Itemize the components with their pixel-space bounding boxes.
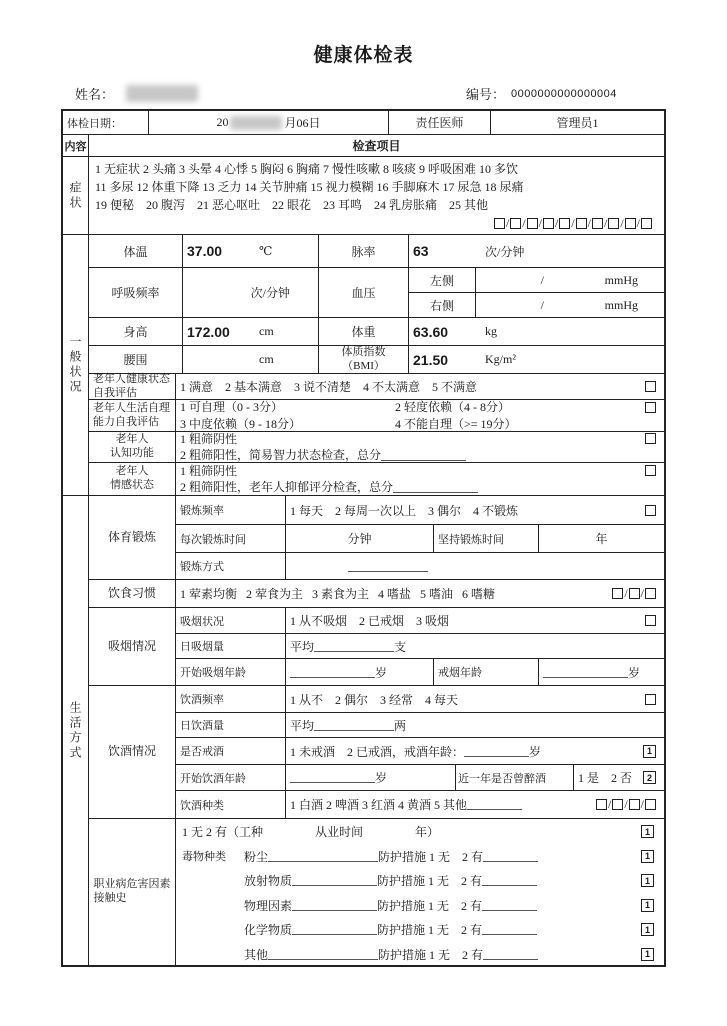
elderly-cognition-checkbox[interactable] [645, 433, 656, 444]
smoking-amount-row [176, 634, 664, 659]
bmi-label: 体质指数 （BMI） [319, 346, 409, 373]
emotion-score-field[interactable] [393, 482, 478, 493]
symptoms-line2: 11 多尿 12 体重下降 13 乏力 14 关节肿痛 15 视力模糊 16 手脚麻木 17 尿急 18 尿痛 [95, 180, 524, 194]
elderly-emotion-checkbox[interactable] [645, 465, 656, 476]
smoking-status-label: 吸烟状况 [176, 608, 286, 633]
smoking-quit-value: 岁 [539, 659, 664, 685]
drinking-age-row [176, 765, 664, 791]
bmi-value: 21.50 [413, 351, 449, 368]
drinking-quit-row [176, 738, 664, 765]
bp-left-value-cell[interactable] [476, 268, 664, 292]
code-value: 0000000000000004 [511, 87, 617, 100]
doctor-value: 管理员1 [556, 116, 599, 130]
occupational-row-dust: 毒物种类 粉尘 防护措施 1 无 2 有 1 [182, 848, 658, 865]
respiration-value-cell[interactable] [183, 268, 319, 317]
smoking-status-row [176, 608, 664, 634]
elderly-cognition-options: 1 粗筛阴性 2 粗筛阳性，简易智力状态检查，总分 [176, 432, 664, 462]
height-weight-row [89, 318, 664, 346]
pulse-value: 63 [413, 243, 429, 259]
occupational-content [176, 819, 664, 965]
exam-date-row [63, 111, 664, 135]
exercise-freq-label: 锻炼频率 [176, 496, 286, 524]
pulse-label: 脉率 [319, 235, 409, 267]
drinking-type-label: 饮酒种类 [176, 791, 286, 818]
height-value-cell[interactable] [183, 318, 319, 345]
slash-separator: / [587, 216, 591, 230]
smoking-age-row [176, 659, 664, 685]
smoking-quit-field[interactable] [543, 667, 628, 678]
diet-row [176, 580, 664, 607]
elderly-health-self-label: 老年人健康状态 自我评估 [89, 374, 176, 399]
name-value-redacted [126, 85, 198, 102]
occupational-header-checkbox[interactable]: 1 [641, 825, 654, 838]
drinking-quit-age-field[interactable] [464, 746, 529, 757]
checkbox[interactable] [596, 799, 607, 810]
items-header: 检查项目 [352, 139, 401, 153]
toxin-chemical-field[interactable] [292, 924, 377, 935]
smoking-group-label: 吸烟情况 [89, 608, 176, 685]
elderly-health-self-row [89, 374, 664, 400]
height-label: 身高 [89, 318, 183, 345]
elderly-emotion-label: 老年人 情感状态 [89, 463, 176, 495]
bp-left-label: 左侧 [409, 268, 476, 292]
weight-value-cell[interactable] [409, 318, 664, 345]
symptoms-checkbox-group [95, 214, 658, 232]
cognition-score-field[interactable] [381, 450, 466, 461]
checkbox[interactable] [576, 218, 587, 229]
bp-values [409, 268, 664, 317]
respiration-unit: 次/分钟 [250, 286, 290, 300]
bp-left-row [409, 268, 664, 293]
bp-right-value-cell[interactable] [476, 293, 664, 317]
code-label: 编号： [466, 87, 506, 102]
diet-label: 饮食习惯 [89, 580, 176, 607]
exam-table [61, 109, 666, 967]
protect-physical-field[interactable] [482, 900, 537, 911]
slash-separator: / [571, 216, 575, 230]
bp-left-unit: mmHg [604, 272, 638, 287]
respiration-label: 呼吸频率 [89, 268, 183, 317]
drinking-type-options: 1 白酒 2 啤酒 3 红酒 4 黄酒 5 其他 / / / [286, 791, 664, 818]
checkbox[interactable] [612, 588, 623, 599]
checkbox[interactable] [592, 218, 603, 229]
chemical-checkbox[interactable]: 1 [641, 923, 654, 936]
content-header: 内容 [63, 135, 89, 156]
occupational-row-physical: 物理因素 防护措施 1 无 2 有 1 [182, 897, 658, 914]
protect-radiation-field[interactable] [482, 875, 537, 886]
symptoms-line1: 1 无症状 2 头痛 3 头晕 4 心悸 5 胸闷 6 胸痛 7 慢性咳嗽 8 咳痰 9 呼吸困难 10 多饮 [95, 162, 519, 176]
drinking-group-label: 饮酒情况 [89, 686, 176, 818]
waist-label: 腰围 [89, 346, 183, 373]
slash-separator: / [640, 586, 644, 600]
dust-checkbox[interactable]: 1 [641, 850, 654, 863]
drinking-start-field[interactable] [290, 772, 375, 783]
drinking-amount-label: 日饮酒量 [176, 713, 286, 737]
pulse-unit: 次/分钟 [485, 244, 525, 259]
toxin-type-label: 毒物种类 [182, 851, 226, 864]
toxin-radiation-field[interactable] [292, 875, 377, 886]
elderly-emotion-options: 1 粗筛阴性 2 粗筛阳性，老年人抑郁评分检查，总分 [176, 463, 664, 495]
exercise-group-label: 体育锻炼 [89, 496, 176, 579]
drunk-checkbox[interactable]: 2 [643, 771, 656, 784]
temperature-label: 体温 [89, 235, 183, 267]
checkbox[interactable] [645, 799, 656, 810]
bmi-value-cell[interactable] [409, 346, 664, 373]
bp-right-row [409, 293, 664, 317]
smoking-start-field[interactable] [290, 667, 375, 678]
smoking-status-options: 1 从不吸烟 2 已戒烟 3 吸烟 [286, 608, 664, 633]
exercise-persist-value[interactable]: 年 [595, 532, 608, 546]
drinking-freq-checkbox[interactable] [645, 694, 656, 705]
checkbox[interactable] [608, 218, 619, 229]
bp-left-slash: / [540, 272, 544, 287]
checkbox[interactable] [494, 218, 505, 229]
drinking-group [89, 686, 664, 819]
checkbox[interactable] [559, 218, 570, 229]
other-checkbox[interactable]: 1 [641, 948, 654, 961]
drinking-amount-field[interactable] [314, 720, 394, 731]
waist-bmi-row [89, 346, 664, 374]
drinking-freq-options: 1 从不 2 偶尔 3 经常 4 每天 [286, 686, 664, 712]
drinking-start-value: 岁 [286, 765, 456, 790]
drinking-type-checkbox-group [596, 797, 656, 812]
exercise-freq-row [176, 496, 664, 525]
exercise-persist-label: 坚持锻炼时间 [434, 525, 539, 552]
drinking-quit-options: 1 未戒酒 2 已戒酒，戒酒年龄： 岁 1 [286, 738, 664, 764]
drinking-type-row [176, 791, 664, 818]
toxin-physical-field[interactable] [292, 900, 377, 911]
elderly-emotion-row [89, 463, 664, 495]
elderly-selfcare-label: 老年人生活自理 能力自我评估 [89, 400, 176, 431]
slash-separator: / [538, 216, 542, 230]
drinking-start-label: 开始饮酒年龄 [176, 765, 286, 790]
toxin-other-field[interactable] [268, 949, 378, 960]
resp-bp-row [89, 268, 664, 318]
weight-value: 63.60 [413, 323, 449, 340]
slash-separator: / [505, 216, 510, 230]
bp-right-slash: / [540, 297, 544, 312]
bp-label: 血压 [319, 268, 409, 317]
elderly-cognition-row [89, 432, 664, 463]
smoking-amount-value: 平均 支 [290, 639, 407, 654]
smoking-amount-field[interactable] [314, 641, 394, 652]
elderly-health-self-checkbox[interactable] [645, 381, 656, 392]
occupational-row-chemical: 化学物质 防护措施 1 无 2 有 1 [182, 921, 658, 938]
exercise-freq-options: 1 每天 2 每周一次以上 3 偶尔 4 不锻炼 [286, 496, 664, 524]
drinking-freq-row [176, 686, 664, 713]
temp-pulse-row [89, 235, 664, 268]
date-redacted [230, 116, 282, 130]
doctor-label: 责任医师 [389, 111, 491, 134]
lifestyle-label: 生活方式 [63, 496, 89, 965]
page-title: 健康体检表 [313, 45, 414, 66]
weight-unit: kg [485, 324, 497, 338]
symptoms-line3: 19 便秘 20 腹泻 21 恶心呕吐 22 眼花 23 耳鸣 24 乳房胀痛 25 其他 [95, 198, 489, 212]
exercise-duration-row [176, 525, 664, 553]
occupational-row-other: 其他 防护措施 1 无 2 有 1 [182, 946, 658, 963]
symptoms-row [63, 157, 664, 235]
name-code-row [75, 84, 665, 103]
smoking-start-label: 开始吸烟年龄 [176, 659, 286, 685]
diet-group [89, 580, 664, 608]
smoking-start-value: 岁 [286, 659, 434, 685]
exercise-duration-label: 每次锻炼时间 [176, 525, 286, 552]
waist-value-cell[interactable] [183, 346, 319, 373]
checkbox[interactable] [527, 218, 538, 229]
name-label: 姓名： [75, 87, 115, 102]
weight-label: 体重 [319, 318, 409, 345]
drunk-label: 近一年是否曾醉酒 [456, 765, 574, 790]
exercise-duration-value[interactable]: 分钟 [286, 525, 434, 552]
slash-separator: / [554, 216, 559, 230]
bp-right-unit: mmHg [604, 297, 638, 312]
radiation-checkbox[interactable]: 1 [641, 874, 654, 887]
smoking-status-checkbox[interactable] [645, 615, 656, 626]
protect-chemical-field[interactable] [482, 924, 537, 935]
occupational-row-radiation: 放射物质 防护措施 1 无 2 有 1 [182, 872, 658, 889]
symptoms-content [89, 157, 664, 234]
exercise-group [89, 496, 664, 580]
symptoms-label: 症状 [63, 157, 89, 234]
occupational-header-row: 1 无 2 有（工种 从业时间 年） 1 [182, 823, 658, 840]
drinking-amount-row [176, 713, 664, 738]
protect-dust-field[interactable] [483, 851, 538, 862]
drinking-amount-value: 平均 两 [290, 718, 407, 733]
drinking-quit-checkbox[interactable]: 1 [643, 745, 656, 758]
slash-separator: / [603, 216, 608, 230]
elderly-selfcare-row [89, 400, 664, 432]
slash-separator: / [636, 216, 640, 230]
smoking-amount-label: 日吸烟量 [176, 634, 286, 658]
smoking-quit-label: 戒烟年龄 [434, 659, 539, 685]
exercise-mode-value[interactable] [286, 553, 664, 579]
slash-separator: / [624, 797, 628, 811]
slash-separator: / [640, 797, 644, 811]
temperature-value: 37.00 [187, 243, 223, 259]
toxin-dust-field[interactable] [268, 851, 378, 862]
checkbox[interactable] [641, 218, 652, 229]
smoking-group [89, 608, 664, 686]
bmi-unit: Kg/m² [485, 352, 516, 366]
elderly-selfcare-options: 1 可自理（0 - 3分） 2 轻度依赖（4 - 8分） 3 中度依赖（9 - 18分） 4 不能自理（>= 19分） [176, 400, 664, 431]
drinking-type-other-field[interactable] [467, 799, 522, 810]
temperature-unit: ℃ [259, 243, 273, 258]
slash-separator: / [624, 586, 628, 600]
checkbox[interactable] [645, 588, 656, 599]
slash-separator: / [607, 797, 612, 811]
drinking-quit-label: 是否戒酒 [176, 738, 286, 764]
elderly-cognition-label: 老年人 认知功能 [89, 432, 176, 462]
elderly-selfcare-checkbox[interactable] [645, 402, 656, 413]
height-value: 172.00 [187, 323, 230, 340]
occupational-group-label: 职业病危害因素 接触史 [89, 819, 176, 965]
bp-right-label: 右侧 [409, 293, 476, 317]
diet-checkbox-group [612, 586, 656, 601]
checkbox[interactable] [543, 218, 554, 229]
temperature-value-cell[interactable] [183, 235, 319, 267]
exercise-freq-checkbox[interactable] [645, 505, 656, 516]
pulse-value-cell[interactable] [409, 235, 664, 267]
waist-unit: cm [259, 352, 274, 366]
exam-date-value: 20 月06日 [149, 111, 389, 134]
exercise-mode-label: 锻炼方式 [176, 553, 286, 579]
checkbox[interactable] [510, 218, 521, 229]
slash-separator: / [620, 216, 624, 230]
diet-options: 1 荤素均衡 2 荤食为主 3 素食为主 4 嗜盐 5 嗜油 6 嗜糖 / / [176, 580, 664, 607]
checkbox[interactable] [629, 799, 640, 810]
checkbox[interactable] [612, 799, 623, 810]
protect-other-field[interactable] [483, 949, 538, 960]
drunk-options: 1 是 2 否 2 [574, 765, 664, 790]
drinking-freq-label: 饮酒频率 [176, 686, 286, 712]
general-status-band [63, 235, 664, 496]
occupational-group [89, 819, 664, 965]
lifestyle-band [63, 496, 664, 965]
general-status-label: 一般状况 [63, 235, 89, 495]
slash-separator: / [522, 216, 526, 230]
height-unit: cm [259, 324, 274, 338]
exam-date-label: 体检日期： [63, 111, 149, 134]
table-header-row [63, 135, 664, 157]
checkbox[interactable] [625, 218, 636, 229]
physical-checkbox[interactable]: 1 [641, 899, 654, 912]
elderly-health-self-options: 1 满意 2 基本满意 3 说不清楚 4 不太满意 5 不满意 [176, 374, 664, 399]
exercise-mode-field[interactable] [348, 561, 428, 572]
checkbox[interactable] [629, 588, 640, 599]
exercise-mode-row [176, 553, 664, 579]
